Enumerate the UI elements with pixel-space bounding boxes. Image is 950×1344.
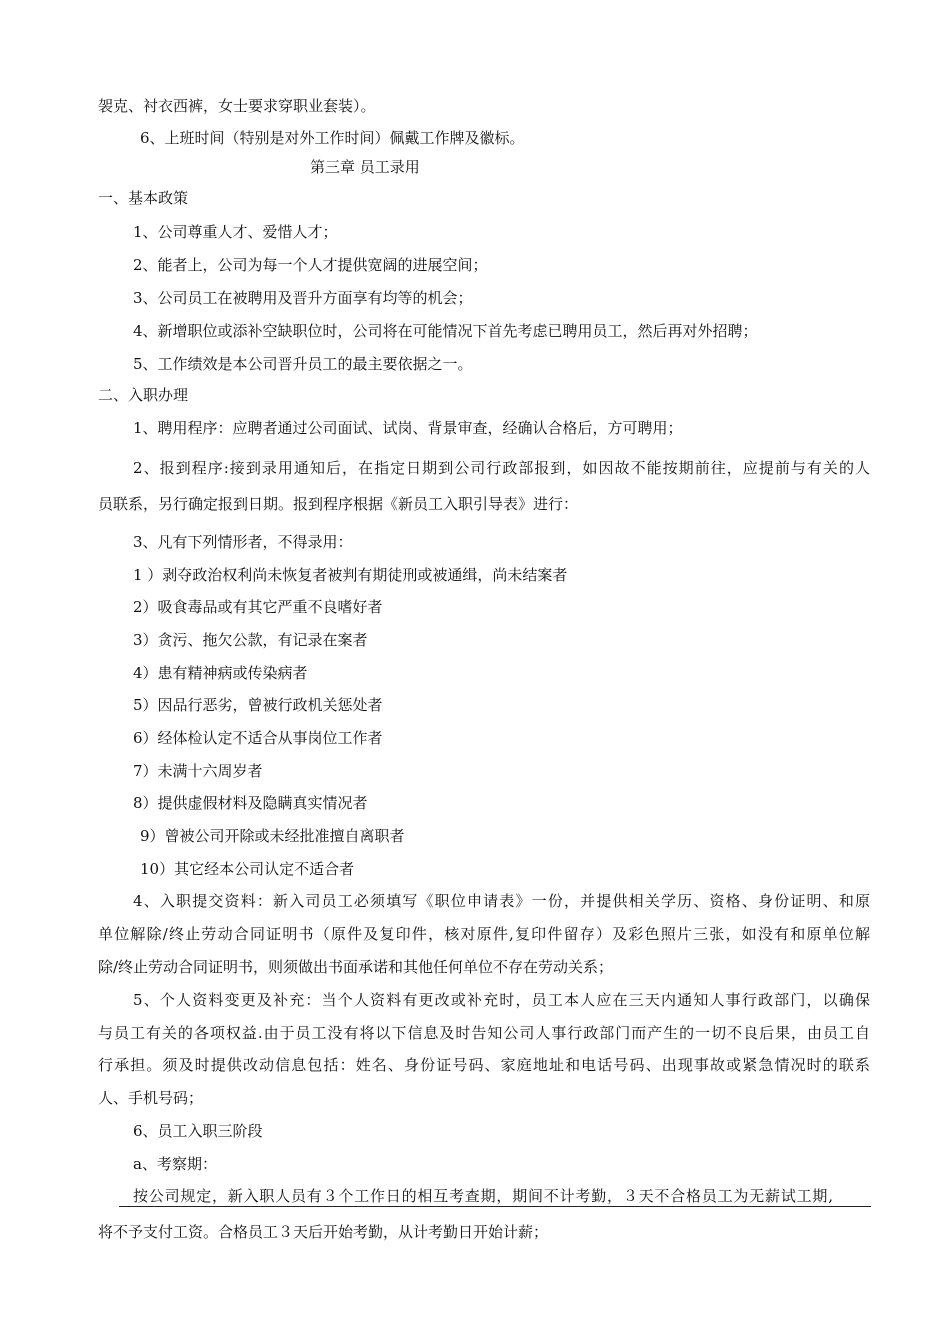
list-item: 5）因品行恶劣，曾被行政机关惩处者: [133, 696, 383, 714]
text-line: 行承担。须及时提供改动信息包括：姓名、身份证号码、家庭地址和电话号码、出现事故或紧急情况时的联系: [98, 1056, 870, 1074]
list-item: 4）患有精神病或传染病者: [133, 664, 308, 682]
list-item: 8）提供虚假材料及隐瞒真实情况者: [133, 794, 368, 812]
list-item: 3）贪污、拖欠公款，有记录在案者: [133, 631, 368, 649]
text-line: 除/终止劳动合同证明书，则须做出书面承诺和其他任何单位不存在劳动关系；: [98, 958, 614, 976]
text-line: 5、工作绩效是本公司晋升员工的最主要依据之一。: [133, 355, 473, 373]
list-item: 7）未满十六周岁者: [133, 762, 263, 780]
list-item: 9）曾被公司开除或未经批准擅自离职者: [140, 827, 405, 845]
text-line: 4、入职提交资料：新入司员工必须填写《职位申请表》一份，并提供相关学历、资格、身份证明、和原: [133, 892, 870, 910]
section-heading: 二、入职办理: [98, 386, 189, 404]
text-line: 按公司规定，新入职人员有３个工作日的相互考查期，期间不计考勤，３天不合格员工为无薪试工期,: [133, 1187, 833, 1205]
text-line: 单位解除/终止劳动合同证明书（原件及复印件，核对原件,复印件留存）及彩色照片三张，如没有和原单位解: [98, 925, 870, 943]
chapter-title: 第三章 员工录用: [310, 158, 420, 176]
text-line: 将不予支付工资。合格员工３天后开始考勤，从计考勤日开始计薪；: [98, 1223, 549, 1241]
text-line: 6、员工入职三阶段: [133, 1122, 263, 1140]
text-line: 3、公司员工在被聘用及晋升方面享有均等的机会；: [133, 289, 473, 307]
section-heading: 一、基本政策: [98, 189, 189, 207]
list-item: 10）其它经本公司认定不适合者: [140, 860, 355, 878]
text-line: 5、个人资料变更及补充：当个人资料有更改或补充时，员工本人应在三天内通知人事行政部门，以确保: [133, 991, 870, 1009]
text-line: 2、报到程序:接到录用通知后，在指定日期到公司行政部报到，如因故不能按期前往，应提前与有关的人: [133, 459, 870, 477]
horizontal-rule: [119, 1206, 871, 1207]
text-line: 3、凡有下列情形者，不得录用：: [133, 533, 353, 551]
text-line: a、考察期：: [133, 1155, 217, 1173]
text-line: 4、新增职位或添补空缺职位时，公司将在可能情况下首先考虑已聘用员工，然后再对外招聘；: [133, 322, 758, 340]
text-line: 6、上班时间（特别是对外工作时间）佩戴工作牌及徽标。: [140, 129, 525, 147]
list-item: 1 ）剥夺政治权利尚未恢复者被判有期徒刑或被通缉，尚未结案者: [133, 566, 568, 584]
list-item: 2）吸食毒品或有其它严重不良嗜好者: [133, 598, 383, 616]
list-item: 6）经体检认定不适合从事岗位工作者: [133, 729, 383, 747]
text-line: 2、能者上，公司为每一个人才提供宽阔的进展空间；: [133, 256, 488, 274]
text-line: 1、聘用程序：应聘者通过公司面试、试岗、背景审查，经确认合格后，方可聘用；: [133, 419, 683, 437]
text-line: 袈克、衬衣西裤，女士要求穿职业套装）。: [98, 97, 376, 115]
text-line: 员联系，另行确定报到日期。报到程序根据《新员工入职引导表》进行：: [98, 495, 579, 513]
text-line: 1、公司尊重人才、爱惜人才；: [133, 223, 338, 241]
text-line: 与员工有关的各项权益.由于员工没有将以下信息及时告知公司人事行政部门而产生的一切不良后果，由员工自: [98, 1024, 870, 1042]
text-line: 人、手机号码；: [98, 1089, 204, 1107]
